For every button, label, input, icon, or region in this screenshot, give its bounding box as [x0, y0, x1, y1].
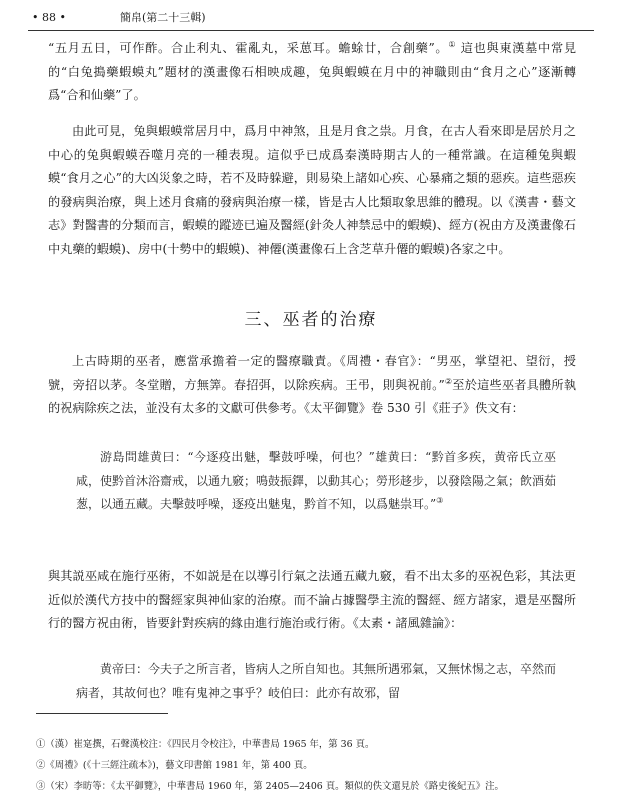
running-header	[28, 8, 594, 28]
body-paragraph-4: 與其説巫咸在施行巫術，不如説是在以導引行氣之法通五藏九竅，看不出太多的巫祝色彩，其法更近似於漢代方技中的醫經家與神仙家的治療。而不論占據醫學主流的醫經、經方諸家，還是巫醫所行的醫方祝由術，皆要針對疾病的緣由進行施治或行術。《太素・諸風雜論》：	[48, 569, 576, 631]
footnote-ref-3[interactable]: ③	[436, 496, 444, 506]
block-quote-taisu: 黄帝曰：今夫子之所言者，皆病人之所自知也。其無所遇邪氣，又無怵惕之志，卒然而病者，其故何也？唯有鬼神之事乎？岐伯曰：此亦有故邪，留	[76, 662, 557, 700]
block-quote-zhuangzi: 游島問雄黄曰：“今逐疫出魅，擊鼓呼噪，何也？”雄黄曰：“黔首多疾，黄帝氏立巫咸，使黔首沐浴齋戒，以通九竅；鳴鼓振鐸，以動其心；勞形趍步，以發陰陽之氣；飲酒茹葱，以通五藏。夫擊鼓呼噪，逐疫出魅鬼，黔首不知，以爲魅祟耳。”③	[76, 450, 557, 512]
footnote-ref-2[interactable]: ②	[444, 376, 453, 386]
page-number: • 88 •	[32, 11, 66, 24]
footnote-ref-1[interactable]: ①	[448, 39, 457, 49]
body-paragraph-2: 由此可見，兔與蝦蟆常居月中，爲月中神煞，且是月食之祟。月食，在古人看來即是居於月之中心的兔與蝦蟆吞噬月亮的一種表現。這似乎已成爲秦漢時期古人的一種常識。在這種兔與蝦蟆“食月之心”的大凶災象之時，若不及時躲避，則易染上諸如心疾、心暴痛之類的惡疾。這些惡疾的發病與治療，與上述月食痛的發病與治療一樣，皆是古人比類取象思維的體現。以《漢書・藝文志》對醫書的分類而言，蝦蟆的蹤迹已遍及醫經(針灸人神禁忌中的蝦蟆)、經方(祝由方及漢畫像石中丸藥的蝦蟆)、房中(十勢中的蝦蟆)、神僊(漢畫像石上含芝草升僊的蝦蟆)各家之中。	[48, 124, 576, 256]
body-paragraph-1: “五月五日，可作酢。合止利丸、霍亂丸，采葸耳。蟾蜍廿，合創藥”。① 這也與東漢墓中常見的“白兔搗藥蝦蟆丸”題材的漢畫像石相映成趣，兔與蝦蟆在月中的神職則由“食月之心”逐漸轉爲“合和仙藥”了。	[48, 39, 577, 103]
footnote-1: ①（漢）崔寔撰，石聲漢校注：《四民月令校注》，中華書局 1965 年，第 36 頁。	[36, 739, 375, 750]
header-rule	[28, 30, 594, 31]
footnotes	[36, 734, 596, 797]
footnote-3: ③（宋）李昉等：《太平御覽》，中華書局 1960 年，第 2405—2406 頁。類似的佚文還見於《路史後紀五》注。	[36, 781, 504, 792]
section-title: 三、巫者的治療	[244, 310, 378, 330]
footnote-2: ②《周禮》(《十三經注疏本》)，藝文印書館 1981 年，第 400 頁。	[36, 760, 313, 771]
running-title: 簡帛(第二十三輯)	[120, 11, 206, 24]
footnote-rule	[36, 713, 168, 714]
body-paragraph-3: 上古時期的巫者，應當承擔着一定的醫療職責。《周禮・春官》：“男巫，掌望祀、望衍，授號，旁招以茅。冬堂贈，方無筭。春招弭，以除疾病。王弔，則與祝前。”②至於這些巫者具體所執的祝病除疾之法，並没有太多的文獻可供參考。《太平御覽》卷 530 引《莊子》佚文有：	[48, 354, 577, 416]
